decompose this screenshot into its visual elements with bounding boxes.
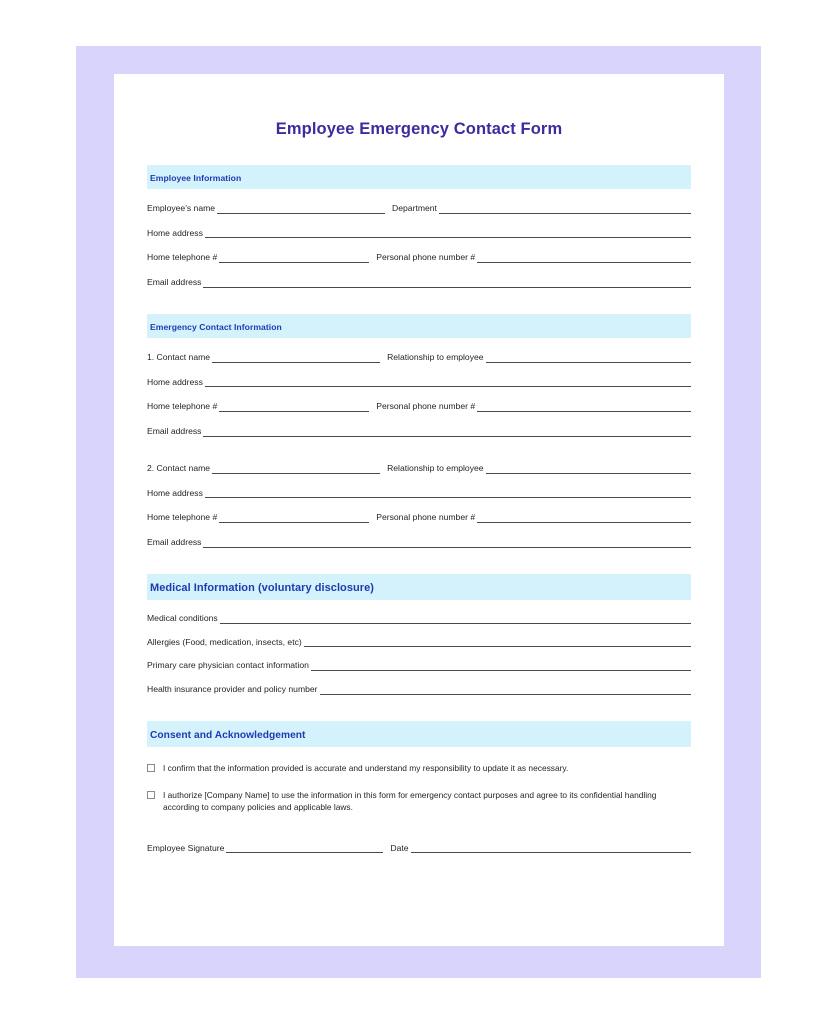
- input-contact2-name[interactable]: [212, 464, 380, 474]
- input-contact2-email[interactable]: [203, 538, 691, 548]
- page-title: Employee Emergency Contact Form: [275, 120, 563, 138]
- field-row-contact1-name: [147, 352, 691, 363]
- input-contact1-email[interactable]: [203, 427, 691, 437]
- consent-text-accuracy: I confirm that the information provided is accurate and understand my responsibility to update it as necessary.: [163, 762, 569, 773]
- label-contact1-home-address: Home address: [147, 376, 203, 387]
- label-date: Date: [390, 843, 409, 854]
- field-row-primary-care-physician: [147, 660, 691, 671]
- input-contact1-name[interactable]: [212, 353, 380, 363]
- section-header-emergency-contact-information: [147, 314, 691, 338]
- input-contact2-home-telephone[interactable]: [219, 513, 369, 523]
- label-department: Department: [392, 203, 437, 213]
- label-employees-name: Employee's name: [147, 203, 216, 213]
- field-row-phones: [147, 252, 691, 263]
- field-row-contact2-name: [147, 463, 691, 474]
- field-row-allergies: [147, 637, 691, 648]
- field-row-medical-conditions: [147, 613, 691, 624]
- field-row-contact2-phones: [147, 512, 691, 523]
- label-contact2-name: 2. Contact name: [147, 462, 211, 473]
- label-home-telephone: Home telephone #: [147, 252, 218, 263]
- input-email-address[interactable]: [203, 278, 691, 288]
- section-title-consent-acknowledgement: Consent and Acknowledgement: [150, 729, 306, 741]
- field-row-employee-name: [147, 203, 691, 214]
- input-contact2-home-address[interactable]: [205, 488, 691, 498]
- label-health-insurance: Health insurance provider and policy number: [147, 684, 318, 695]
- input-employee-signature[interactable]: [226, 843, 383, 853]
- input-contact1-home-address[interactable]: [205, 377, 691, 387]
- input-employees-name[interactable]: [217, 204, 385, 214]
- section-title-medical-information: Medical Information (voluntary disclosure): [150, 581, 374, 594]
- section-title-emergency-contact-information: Emergency Contact Information: [150, 321, 282, 332]
- input-allergies[interactable]: [304, 637, 691, 647]
- label-allergies: Allergies (Food, medication, insects, etc): [147, 636, 302, 647]
- label-contact1-name: 1. Contact name: [147, 351, 211, 362]
- field-row-home-address: [147, 228, 691, 239]
- label-personal-phone: Personal phone number #: [376, 252, 476, 263]
- section-header-medical-information: [147, 574, 691, 600]
- input-personal-phone[interactable]: [477, 253, 691, 263]
- section-header-employee-information: [147, 165, 691, 189]
- label-primary-care-physician: Primary care physician contact information: [147, 660, 309, 671]
- input-date[interactable]: [411, 843, 691, 853]
- label-employee-signature: Employee Signature: [147, 843, 225, 854]
- input-contact1-personal-phone[interactable]: [477, 402, 691, 412]
- label-contact2-email: Email address: [147, 537, 202, 548]
- label-email-address: Email address: [147, 277, 202, 288]
- form-document: [114, 74, 724, 946]
- field-row-health-insurance: [147, 684, 691, 695]
- input-contact1-relationship[interactable]: [486, 353, 691, 363]
- label-contact1-relationship: Relationship to employee: [387, 351, 484, 362]
- consent-text-authorization: I authorize [Company Name] to use the information in this form for emergency contact purposes and agree to its confidential handling according to company policies and applicable laws.: [163, 789, 657, 813]
- section-header-consent-acknowledgement: [147, 721, 691, 747]
- input-contact1-home-telephone[interactable]: [219, 402, 369, 412]
- checkbox-icon-accuracy[interactable]: [147, 764, 155, 772]
- section-title-employee-information: Employee Information: [150, 173, 242, 183]
- label-home-address: Home address: [147, 227, 203, 238]
- input-department[interactable]: [439, 204, 691, 214]
- field-row-contact1-phones: [147, 401, 691, 412]
- label-contact2-home-telephone: Home telephone #: [147, 512, 218, 523]
- label-contact2-personal-phone: Personal phone number #: [376, 512, 476, 523]
- signature-row: [147, 843, 691, 853]
- checkbox-icon-authorization[interactable]: [147, 791, 155, 799]
- input-medical-conditions[interactable]: [220, 614, 691, 624]
- label-contact1-email: Email address: [147, 426, 202, 437]
- label-contact2-home-address: Home address: [147, 487, 203, 498]
- field-row-email: [147, 277, 691, 288]
- consent-item-accuracy[interactable]: [147, 762, 691, 774]
- label-contact1-personal-phone: Personal phone number #: [376, 401, 476, 412]
- field-row-contact2-email: [147, 537, 691, 548]
- label-medical-conditions: Medical conditions: [147, 612, 218, 623]
- input-contact2-relationship[interactable]: [486, 464, 691, 474]
- input-health-insurance[interactable]: [320, 685, 691, 695]
- label-contact2-relationship: Relationship to employee: [387, 462, 484, 473]
- label-contact1-home-telephone: Home telephone #: [147, 401, 218, 412]
- field-row-contact1-address: [147, 377, 691, 388]
- input-contact2-personal-phone[interactable]: [477, 513, 691, 523]
- field-row-contact1-email: [147, 426, 691, 437]
- consent-item-authorization[interactable]: [147, 789, 691, 813]
- input-home-telephone[interactable]: [219, 253, 369, 263]
- input-primary-care-physician[interactable]: [311, 661, 691, 671]
- field-row-contact2-address: [147, 488, 691, 499]
- input-home-address[interactable]: [205, 228, 691, 238]
